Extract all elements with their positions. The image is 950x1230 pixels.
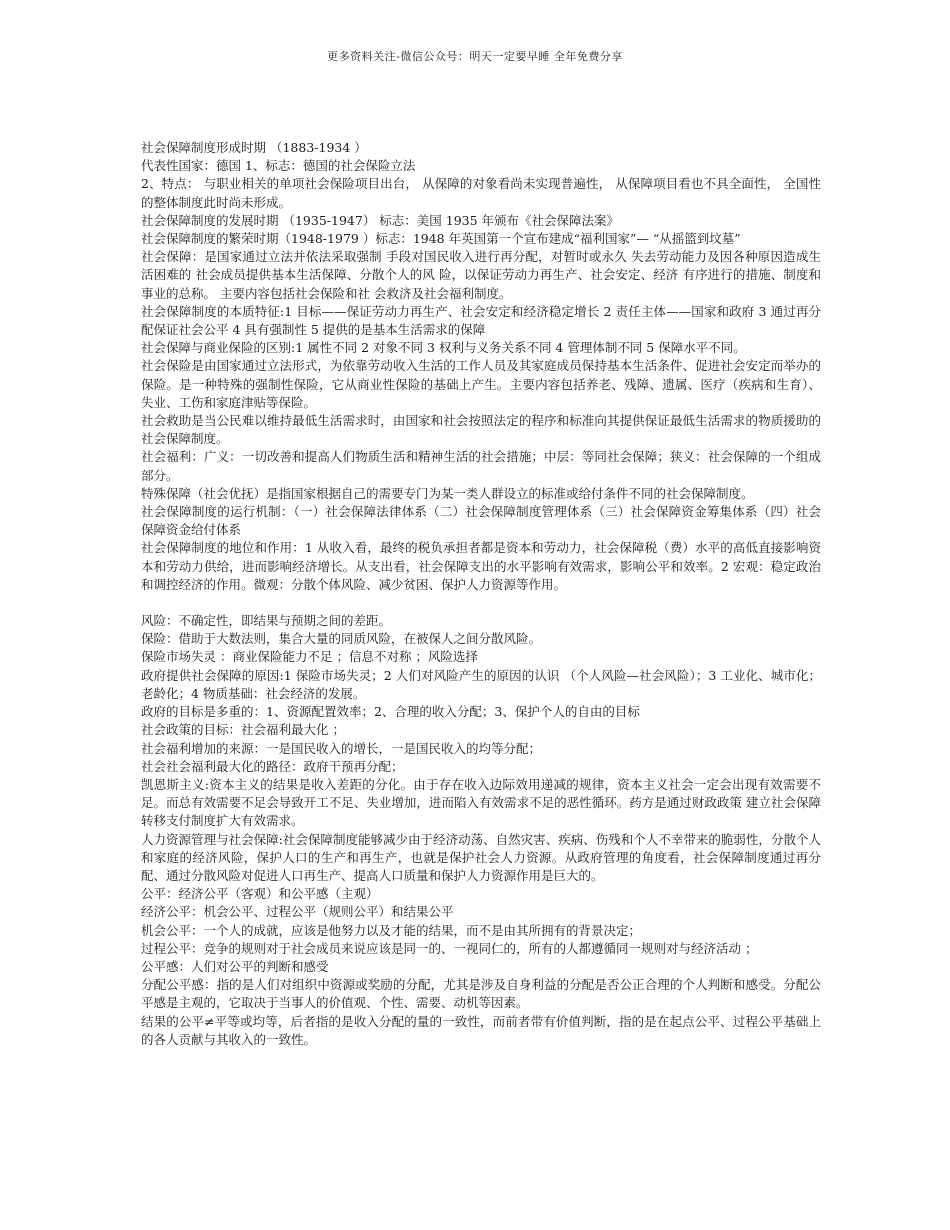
paragraph: 经济公平：机会公平、过程公平（规则公平）和结果公平 (141, 904, 454, 920)
paragraph: 2、特点： 与职业相关的单项社会保险项目出台， 从保障的对象看尚未实现普遍性， 从保障项目看也不具全面性， 全国性的整体制度此时尚未形成。 (141, 176, 821, 210)
paragraph: 社会保障制度的繁荣时期（1948-1979 ）标志：1948 年英国第一个宣布建成“福利国家”— “从摇篮到坟墓” (141, 231, 741, 247)
paragraph: 政府的目标是多重的：1、资源配置效率；2、合理的收入分配；3、保护个人的自由的目标 (141, 704, 640, 720)
document-body (141, 139, 821, 1049)
paragraph: 保险：借助于大数法则，集合大量的同质风险，在被保人之间分散风险。 (141, 631, 542, 647)
paragraph: 代表性国家：德国 1、标志：德国的社会保险立法 (141, 158, 416, 174)
paragraph: 社会保障：是国家通过立法并依法采取强制 手段对国民收入进行再分配，对暂时或永久 失去劳动能力及因各种原因造成生活困难的 社会成员提供基本生活保障、分散个人的风 险，以保证劳动力再生产、社会安定、经济 有序进行的措施、制度和事业的总称。 主要内容包括社会保险和社 会救济及社会福利制度。 (141, 249, 821, 301)
paragraph: 机会公平：一个人的成就，应该是他努力以及才能的结果，而不是由其所拥有的背景决定； (141, 922, 642, 938)
paragraph: 人力资源管理与社会保障:社会保障制度能够减少由于经济动荡、自然灾害、疾病、伤残和个人不幸带来的脆弱性，分散个人和家庭的经济风险，保护人口的生产和再生产，也就是保护社会人力资源。从政府管理的角度看，社会保障制度通过再分配、通过分散风险对促进人口再生产、提高人口质量和保护人力资源作用是巨大的。 (141, 831, 821, 883)
paragraph: 特殊保障（社会优抚）是指国家根据自己的需要专门为某一类人群设立的标准或给付条件不同的社会保障制度。 (141, 485, 754, 501)
page-header: 更多资料关注-微信公众号：明天一定要早睡 全年免费分享 (327, 50, 623, 63)
paragraph: 公平感：人们对公平的判断和感受 (141, 958, 329, 974)
paragraph: 社会福利：广义：一切改善和提高人们物质生活和精神生活的社会措施；中层：等同社会保障；狭义：社会保障的一个组成部分。 (141, 449, 821, 483)
section-gap (141, 594, 821, 612)
paragraph: 分配公平感：指的是人们对组织中资源或奖励的分配，尤其是涉及自身利益的分配是否公正合理的个人判断和感受。分配公平感是主观的，它取决于当事人的价值观、个性、需要、动机等因素。 (141, 977, 821, 1011)
paragraph: 凯恩斯主义:资本主义的结果是收入差距的分化。由于存在收入边际效用递减的规律，资本主义社会一定会出现有效需要不足。而总有效需要不足会导致开工不足、失业增加，进而陷入有效需求不足的恶性循环。药方是通过财政政策 建立社会保障转移支付制度扩大有效需求。 (141, 776, 821, 829)
paragraph: 社会保障制度的运行机制：（一）社会保障法律体系（二）社会保障制度管理体系（三）社会保障资金筹集体系（四）社会保障资金给付体系 (141, 504, 821, 538)
paragraph: 社会保障制度的地位和作用：1 从收入看，最终的税负承担者都是资本和劳动力，社会保障税（费）水平的高低直接影响资本和劳动力供给，进而影响经济增长。从支出看，社会保障支出的水平影响有效需求，影响公平和效率。2 宏观：稳定政治和调控经济的作用。微观：分散个体风险、减少贫困、保护人力资源等作用。 (141, 540, 821, 592)
paragraph: 社会保险是由国家通过立法形式，为依靠劳动收入生活的工作人员及其家庭成员保持基本生活条件、促进社会安定而举办的保险。是一种特殊的强制性保险，它从商业性保险的基础上产生。主要内容包括养老、残障、遗属、医疗（疾病和生育）、失业、工伤和家庭津贴等保险。 (141, 358, 821, 410)
paragraph: 社会福利增加的来源：一是国民收入的增长，一是国民收入的均等分配； (141, 740, 542, 756)
paragraph: 社会保障制度的本质特征:1 目标——保证劳动力再生产、社会安定和经济稳定增长 2 责任主体——国家和政府 3 通过再分配保证社会公平 4 具有强制性 5 提供的是基本生活需求的保障 (141, 303, 821, 338)
paragraph: 社会社会福利最大化的路径：政府干预再分配； (141, 758, 404, 774)
paragraph: 公平：经济公平（客观）和公平感（主观） (141, 886, 379, 902)
paragraph: 风险：不确定性，即结果与预期之间的差距。 (141, 613, 392, 629)
paragraph: 社会保障制度形成时期 （1883-1934 ） (141, 140, 367, 155)
paragraph: 过程公平：竞争的规则对于社会成员来说应该是同一的、一视同仁的，所有的人都遵循同一规则对与经济活动 ； (141, 940, 758, 956)
paragraph: 政府提供社会保障的原因:1 保险市场失灵；2 人们对风险产生的原因的认识 （个人风险—社会风险）；3 工业化、城市化；老龄化；4 物质基础：社会经济的发展。 (141, 667, 821, 701)
paragraph: 社会保障制度的发展时期 （1935-1947） 标志：美国 1935 年颁布《社会保障法案》 (141, 212, 620, 228)
paragraph: 保险市场失灵 ：商业保险能力不足 ；信息不对称 ；风险选择 (141, 649, 478, 665)
paragraph: 结果的公平≠平等或均等，后者指的是收入分配的量的一致性，而前者带有价值判断，指的是在起点公平、过程公平基础上的各人贡献与其收入的一致性。 (141, 1013, 821, 1047)
paragraph: 社会保障与商业保险的区别:1 属性不同 2 对象不同 3 权利与义务关系不同 4 管理体制不同 5 保障水平不同。 (141, 340, 746, 356)
paragraph: 社会救助是当公民难以维持最低生活需求时，由国家和社会按照法定的程序和标准向其提供保证最低生活需求的物质援助的社会保障制度。 (141, 413, 821, 447)
paragraph: 社会政策的目标：社会福利最大化 ； (141, 722, 345, 738)
